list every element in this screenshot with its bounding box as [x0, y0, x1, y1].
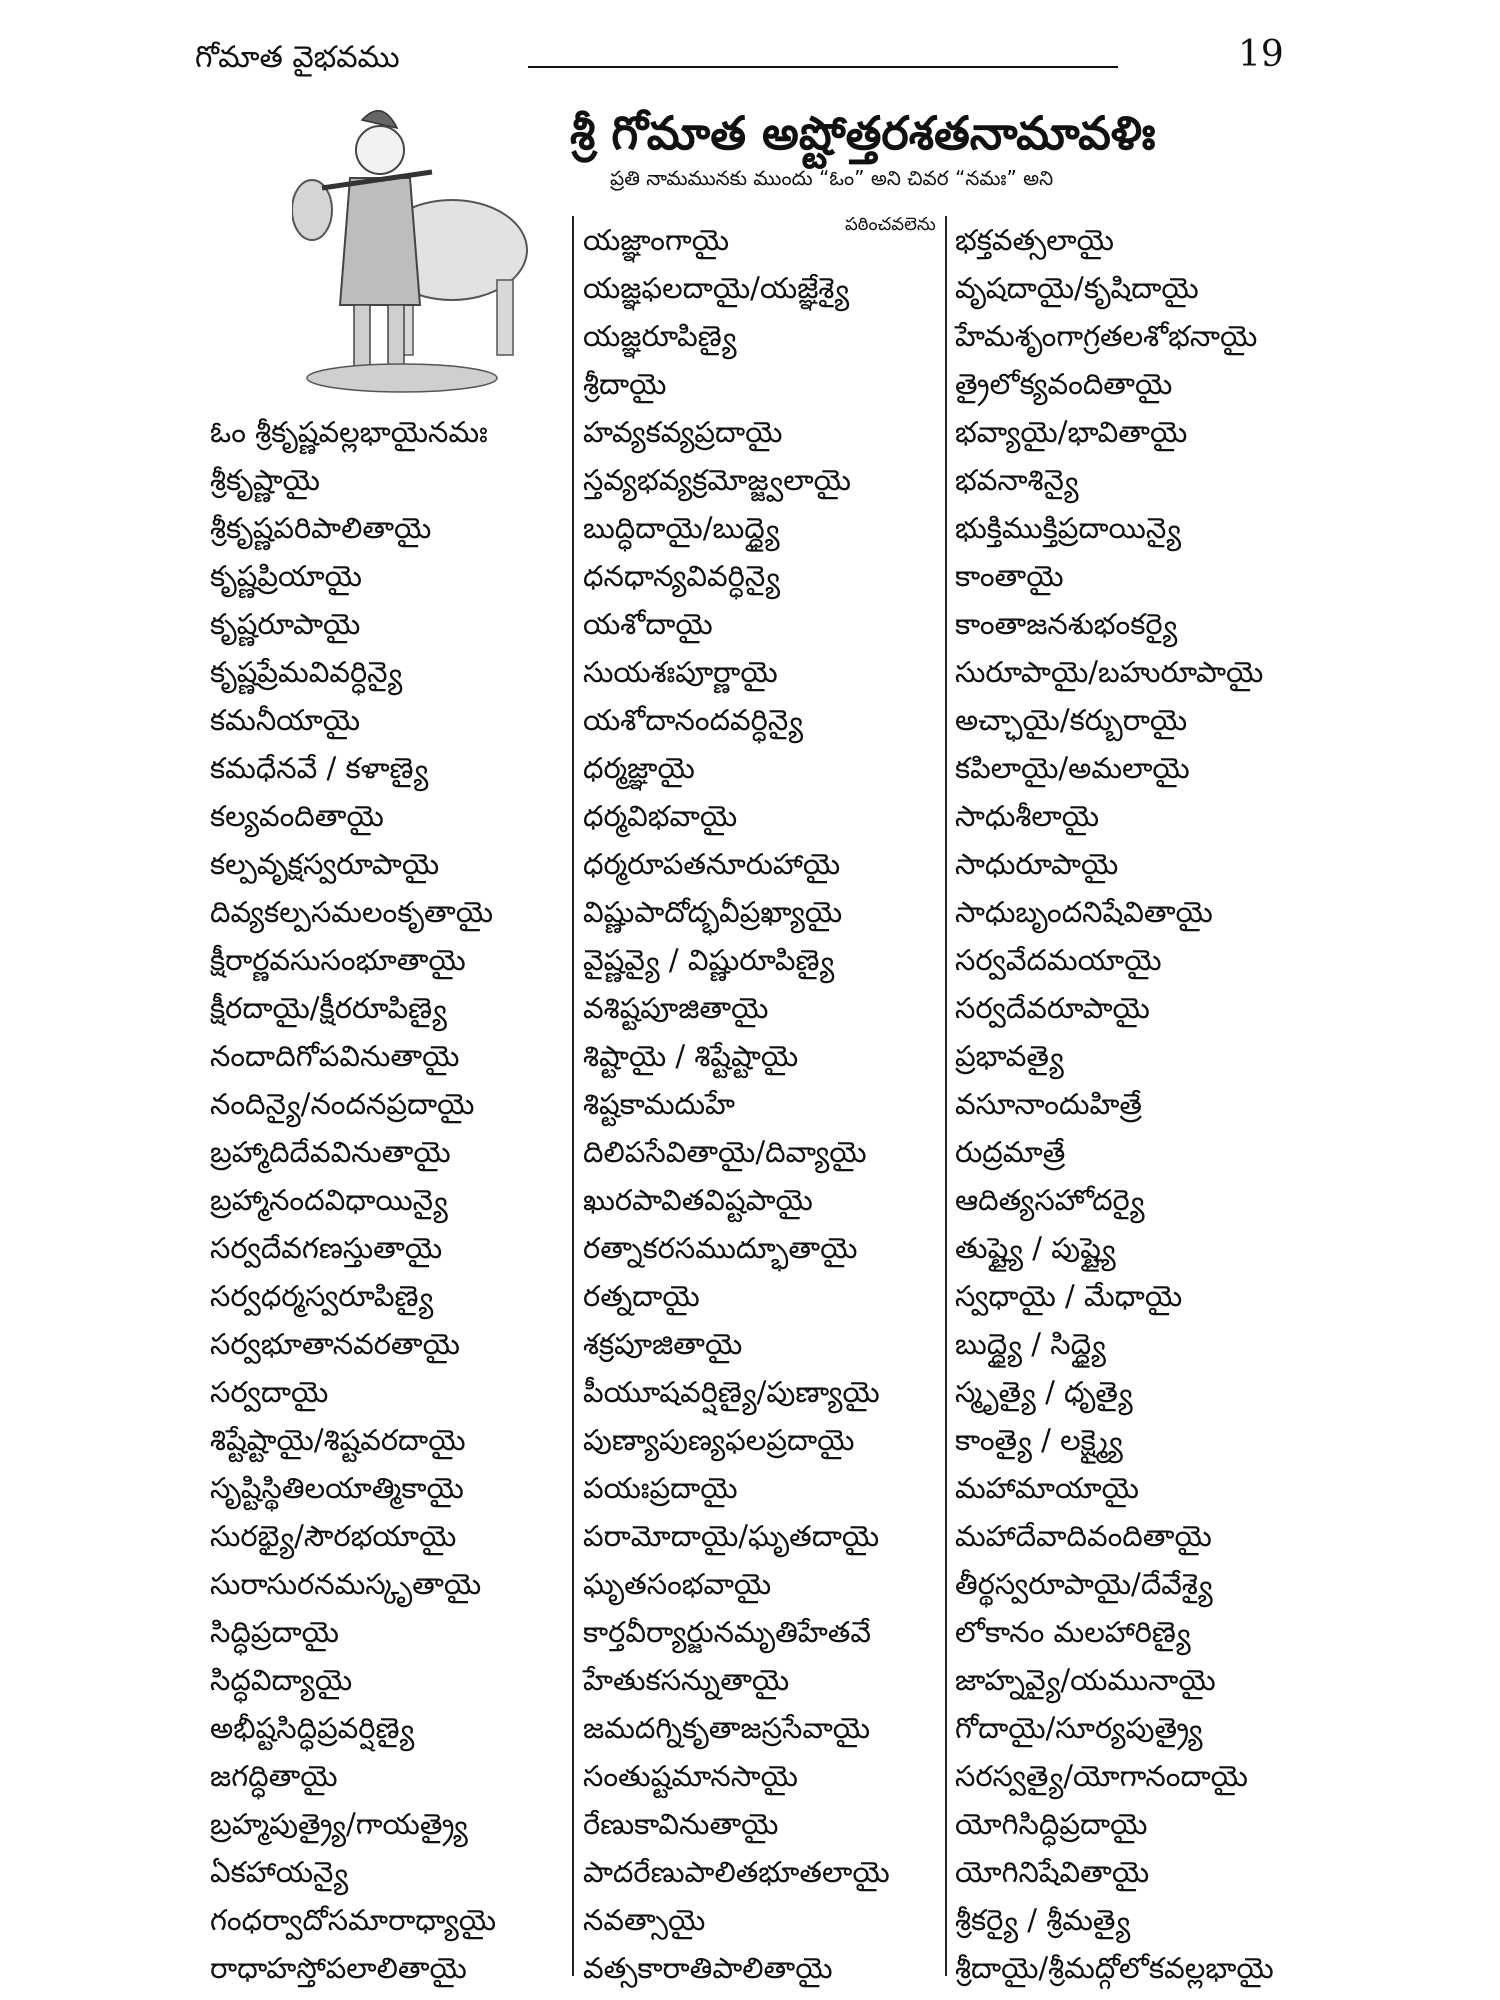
name-entry: తుష్ట్యై / పుష్ట్యై [955, 1231, 1116, 1265]
name-entry: భవ్యాయై/భావితాయై [955, 415, 1188, 449]
name-entry: సర్వవేదమయాయై [955, 943, 1162, 977]
name-entry: స్మృత్యై / ధృత్యై [955, 1375, 1133, 1409]
name-entry: మహామాయాయై [955, 1471, 1139, 1505]
krishna-leg [388, 305, 404, 367]
instruction-text-continued: పఠించవలెను [845, 214, 936, 235]
name-entry: కృష్ణప్రియాయై [210, 559, 362, 593]
names-column-3 [955, 216, 1274, 1992]
name-entry: క్షీరార్ణవసుసంభూతాయై [210, 943, 466, 977]
name-entry: వృషదాయై/కృషిదాయై [955, 271, 1199, 305]
name-entry: శక్రపూజితాయై [583, 1327, 743, 1361]
name-entry: భవనాశిన్యై [955, 463, 1079, 497]
name-entry: శ్రీదాయై [583, 367, 667, 401]
name-entry: శ్రీదాయై/శ్రీమద్గోలోకవల్లభాయై [955, 1951, 1274, 1985]
name-entry: హేతుకసన్నుతాయై [583, 1663, 790, 1697]
name-entry: కాంత్యై / లక్ష్మ్యై [955, 1423, 1123, 1457]
name-entry: రత్నాకరసముద్భూతాయై [583, 1231, 858, 1265]
name-entry: సరస్వత్యై/యోగానందాయై [955, 1759, 1248, 1793]
page-number: 19 [1238, 34, 1284, 75]
name-entry: ధనధాన్యవివర్ధిన్యై [583, 559, 780, 593]
name-entry: క్షీరదాయై/క్షీరరూపిణ్యై [210, 991, 447, 1025]
instruction-text: ప్రతి నామమునకు ముందు “ఓం” అని చివర “నమః” అని [610, 166, 1054, 190]
name-entry: బ్రహ్మాదిదేవవినుతాయై [210, 1135, 451, 1169]
name-entry: రత్నదాయై [583, 1279, 700, 1313]
name-entry: యజ్ఞరూపిణ్యై [583, 319, 737, 353]
name-entry: లోకానం మలహారిణ్యై [955, 1615, 1191, 1649]
cow-leg [497, 280, 513, 355]
name-entry: సిద్ధవిద్యాయై [210, 1663, 353, 1697]
name-entry: శ్రీకృష్ణాయై [210, 463, 320, 497]
name-entry: కల్యవందితాయై [210, 799, 384, 833]
name-entry: సర్వదేవగణస్తుతాయై [210, 1231, 443, 1265]
name-entry: సురాసురనమస్కృతాయై [210, 1567, 482, 1601]
name-entry: సర్వదాయై [210, 1375, 329, 1409]
name-entry: బ్రహ్మపుత్ర్యై/గాయత్ర్యై [210, 1807, 468, 1841]
name-entry: నవత్సాయై [583, 1903, 706, 1937]
name-entry: కాంతాజనశుభంకర్యై [955, 607, 1178, 641]
page-title: శ్రీ గోమాత అష్టోత్తరశతనామావళిః [570, 106, 1156, 160]
name-entry: యోగినిషేవితాయై [955, 1855, 1150, 1889]
name-entry: సృష్టిస్థితిలయాత్మికాయై [210, 1471, 464, 1505]
name-entry: సాధుశీలాయై [955, 799, 1100, 833]
name-entry: తీర్థస్వరూపాయై/దేవేశ్యై [955, 1567, 1213, 1601]
name-entry: కమధేనవే / కళాణ్యై [210, 751, 429, 785]
name-entry: నందిన్యై/నందనప్రదాయై [210, 1087, 475, 1121]
name-entry: సురూపాయై/బహురూపాయై [955, 655, 1264, 689]
name-entry: శ్రీకృష్ణపరిపాలితాయై [210, 511, 432, 545]
name-entry: యశోదానందవర్ధిన్యై [583, 703, 804, 737]
krishna-head [356, 126, 404, 174]
illustration-krishna-with-cow [292, 100, 537, 395]
krishna-leg [354, 305, 370, 367]
name-entry: ఆదిత్యసహోదర్యై [955, 1183, 1145, 1217]
name-entry: కపిలాయై/అమలాయై [955, 751, 1190, 785]
name-entry: జాహ్నవ్యై/యమునాయై [955, 1663, 1216, 1697]
name-entry: ఖురపావితవిష్టపాయై [583, 1183, 813, 1217]
name-entry: ఓం శ్రీకృష్ణవల్లభాయైనమః [210, 415, 488, 449]
name-entry: బుద్ధిదాయై/బుద్ధ్యై [583, 511, 780, 545]
running-title: గోమాత వైభవము [195, 40, 400, 75]
name-entry: ధర్మవిభవాయై [583, 799, 738, 833]
name-entry: సంతుష్టమానసాయై [583, 1759, 798, 1793]
name-entry: రేణుకావినుతాయై [583, 1807, 779, 1841]
name-entry: బ్రహ్మానందవిధాయిన్యై [210, 1183, 448, 1217]
name-entry: ఘృతసంభవాయై [583, 1567, 772, 1601]
name-entry: హేమశృంగాగ్రతలశోభనాయై [955, 319, 1258, 353]
name-entry: కాంతాయై [955, 559, 1064, 593]
name-entry: నందాదిగోపవినుతాయై [210, 1039, 460, 1073]
names-column-1 [210, 408, 496, 1992]
name-entry: గంధర్వాదోసమారాధ్యాయై [210, 1903, 497, 1937]
name-entry: శిష్టకామదుహే [583, 1087, 736, 1121]
name-entry: ధర్మరూపతనూరుహాయై [583, 847, 841, 881]
lotus-base [307, 364, 497, 392]
header-rule [528, 66, 1118, 68]
name-entry: యోగిసిద్ధిప్రదాయై [955, 1807, 1148, 1841]
name-entry: రాధాహస్తోపలాలితాయై [210, 1951, 467, 1985]
names-column-2 [583, 216, 890, 1992]
name-entry: ఏకహాయన్యై [210, 1855, 349, 1889]
name-entry: సర్వభూతానవరతాయై [210, 1327, 460, 1361]
krishna-body [340, 178, 420, 305]
name-entry: శ్రీకర్యై / శ్రీమత్యై [955, 1903, 1131, 1937]
name-entry: జగద్ధితాయై [210, 1759, 338, 1793]
column-divider [945, 216, 947, 1976]
name-entry: విష్ణుపాదోద్భవీప్రఖ్యాయై [583, 895, 843, 929]
name-entry: యజ్ఞఫలదాయై/యజ్ఞేశ్యై [583, 271, 850, 305]
name-entry: యజ్ఞాంగాయై [583, 223, 730, 257]
name-entry: సురభ్యై/సౌరభయాయై [210, 1519, 457, 1553]
name-entry: స్తవ్యభవ్యక్రమోజ్జ్వలాయై [583, 463, 851, 497]
name-entry: బుద్ధ్యై / సిద్ధ్యై [955, 1327, 1106, 1361]
name-entry: సిద్ధిప్రదాయై [210, 1615, 339, 1649]
name-entry: హవ్యకవ్యప్రదాయై [583, 415, 783, 449]
name-entry: శిష్టేష్టాయై/శిష్టవరదాయై [210, 1423, 466, 1457]
name-entry: పయఃప్రదాయై [583, 1471, 738, 1505]
name-entry: దిలిపసేవితాయై/దివ్యాయై [583, 1135, 867, 1169]
name-entry: శిష్టాయై / శిష్టేష్టాయై [583, 1039, 799, 1073]
name-entry: సర్వదేవరూపాయై [955, 991, 1150, 1025]
name-entry: స్వధాయై / మేధాయై [955, 1279, 1183, 1313]
name-entry: దివ్యకల్పసమలంకృతాయై [210, 895, 493, 929]
name-entry: వత్సకారాతిపాలితాయై [583, 1951, 833, 1985]
name-entry: కృష్ణరూపాయై [210, 607, 361, 641]
name-entry: ప్రభావత్యై [955, 1039, 1064, 1073]
name-entry: సుయశఃపూర్ణాయై [583, 655, 778, 689]
name-entry: సాధుబృందనిషేవితాయై [955, 895, 1213, 929]
name-entry: పాదరేణుపాలితభూతలాయై [583, 1855, 890, 1889]
name-entry: పీయూషవర్షిణ్యై/పుణ్యాయై [583, 1375, 880, 1409]
name-entry: అభీష్టసిద్ధిప్రవర్షిణ్యై [210, 1711, 415, 1745]
name-entry: భుక్తిముక్తిప్రదాయిన్యై [955, 511, 1181, 545]
name-entry: సాధురూపాయై [955, 847, 1119, 881]
name-entry: గోదాయై/సూర్యపుత్ర్యై [955, 1711, 1203, 1745]
name-entry: వసూనాందుహిత్రే [955, 1087, 1142, 1121]
name-entry: త్రైలోక్యవందితాయై [955, 367, 1173, 401]
column-divider [572, 216, 574, 1976]
name-entry: ధర్మజ్ఞాయై [583, 751, 695, 785]
name-entry: కార్తవీర్యార్జునమృతిహేతవే [583, 1615, 871, 1649]
name-entry: పుణ్యాపుణ్యఫలప్రదాయై [583, 1423, 855, 1457]
name-entry: అచ్ఛాయై/కర్బురాయై [955, 703, 1188, 737]
name-entry: వశిష్టపూజితాయై [583, 991, 769, 1025]
name-entry: రుద్రమాత్రే [955, 1135, 1066, 1169]
name-entry: యశోదాయై [583, 607, 713, 641]
name-entry: భక్తవత్సలాయై [955, 223, 1114, 257]
name-entry: మహాదేవాదివందితాయై [955, 1519, 1212, 1553]
name-entry: కల్పవృక్షస్వరూపాయై [210, 847, 440, 881]
name-entry: సర్వధర్మస్వరూపిణ్యై [210, 1279, 434, 1313]
name-entry: కృష్ణప్రేమవివర్ధిన్యై [210, 655, 403, 689]
name-entry: కమనీయాయై [210, 703, 361, 737]
name-entry: జమదగ్నికృతాజస్రసేవాయై [583, 1711, 871, 1745]
name-entry: పరామోదాయై/ఘృతదాయై [583, 1519, 880, 1553]
name-entry: వైష్ణవ్యై / విష్ణురూపిణ్యై [583, 943, 835, 977]
